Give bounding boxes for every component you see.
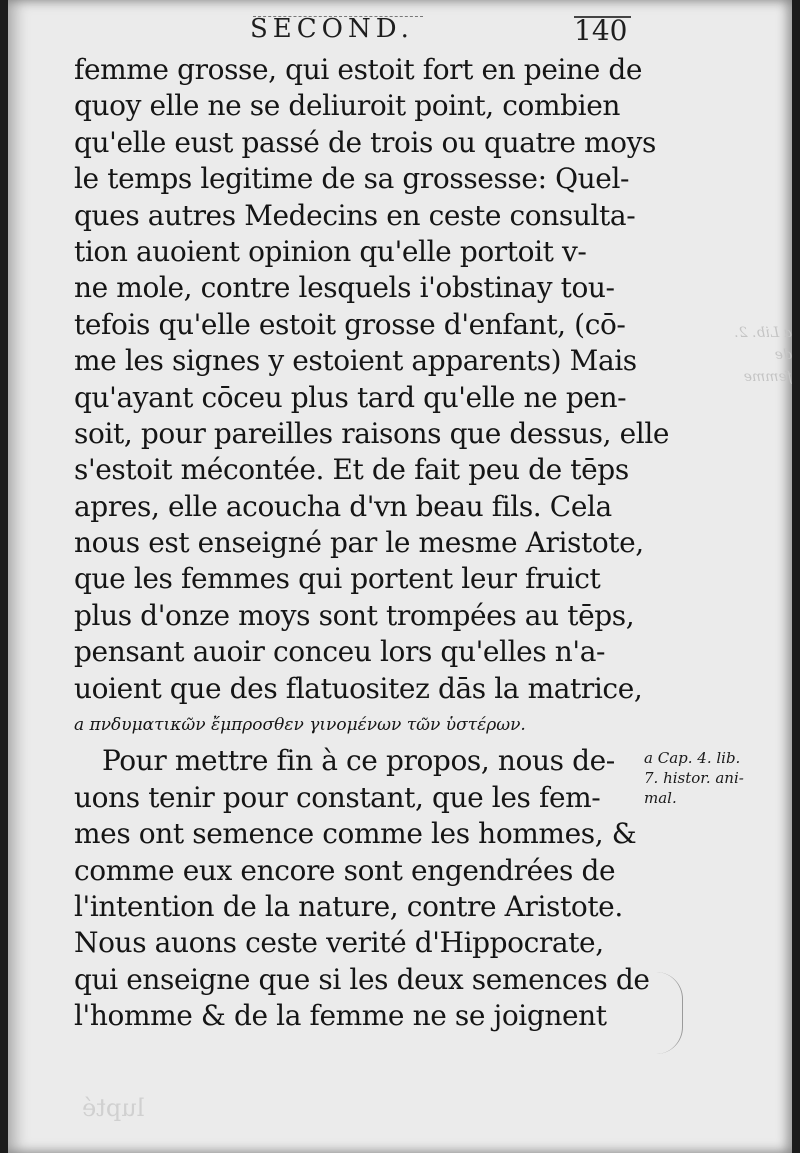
margin-bracket-mark (656, 972, 683, 1054)
show-through-margin-text: a Lib. 2. de femme (734, 325, 792, 385)
text-line: tefois qu'elle estoit grosse d'enfant, (cō- (74, 307, 626, 341)
text-line: le temps legitime de sa grossesse: Quel- (74, 162, 630, 196)
show-through-catchword: lupté (82, 1094, 145, 1122)
text-line: Nous auons ceste verité d'Hippocrate, (74, 926, 604, 960)
text-line: l'intention de la nature, contre Aristote. (74, 889, 623, 923)
text-line: me les signes y estoient apparents) Mais (74, 344, 637, 378)
text-line: qui enseigne que si les deux semences de (74, 962, 650, 996)
text-line: que les femmes qui portent leur fruict (74, 562, 601, 596)
text-line: quoy elle ne se deliuroit point, combien (74, 89, 621, 123)
running-title: SECOND. (250, 14, 414, 44)
text-line: Pour mettre fin à ce propos, nous de- (102, 744, 615, 778)
text-line: qu'elle eust passé de trois ou quatre moys (74, 125, 657, 159)
text-line: uoient que des flatuositez dās la matrice, (74, 671, 643, 705)
text-line: uons tenir pour constant, que les fem- (74, 780, 601, 814)
text-line: soit, pour pareilles raisons que dessus, elle (74, 416, 670, 450)
text-line: nous est enseigné par le mesme Aristote, (74, 526, 644, 560)
text-line: tion auoient opinion qu'elle portoit v- (74, 234, 587, 268)
text-line: femme grosse, qui estoit fort en peine de (74, 53, 643, 86)
margin-note-line: 7. histor. ani- (644, 769, 744, 787)
margin-note-line: mal. (644, 789, 677, 807)
body-text (74, 52, 669, 1035)
text-line: plus d'onze moys sont trompées au tēps, (74, 598, 635, 632)
text-line: pensant auoir conceu lors qu'elles n'a- (74, 635, 606, 669)
margin-note-line: a Cap. 4. lib. (644, 749, 741, 767)
book-page (8, 0, 792, 1153)
text-line: ne mole, contre lesquels i'obstinay tou- (74, 271, 615, 305)
margin-note (644, 748, 774, 808)
greek-quotation: a πνδυματικῶν ἔμπροσθεν γινομένων τῶν ὑστέρων. (74, 715, 526, 736)
page-number: 140 (574, 14, 628, 47)
text-line: s'estoit mécontée. Et de fait peu de tēps (74, 453, 629, 487)
text-line: ques autres Medecins en ceste consulta- (74, 198, 636, 232)
text-line: l'homme & de la femme ne se joignent (74, 999, 607, 1033)
text-line: comme eux encore sont engendrées de (74, 853, 616, 887)
text-line: mes ont semence comme les hommes, & (74, 817, 637, 851)
text-line: apres, elle acoucha d'vn beau fils. Cela (74, 489, 612, 523)
text-line: qu'ayant cōceu plus tard qu'elle ne pen- (74, 380, 627, 414)
